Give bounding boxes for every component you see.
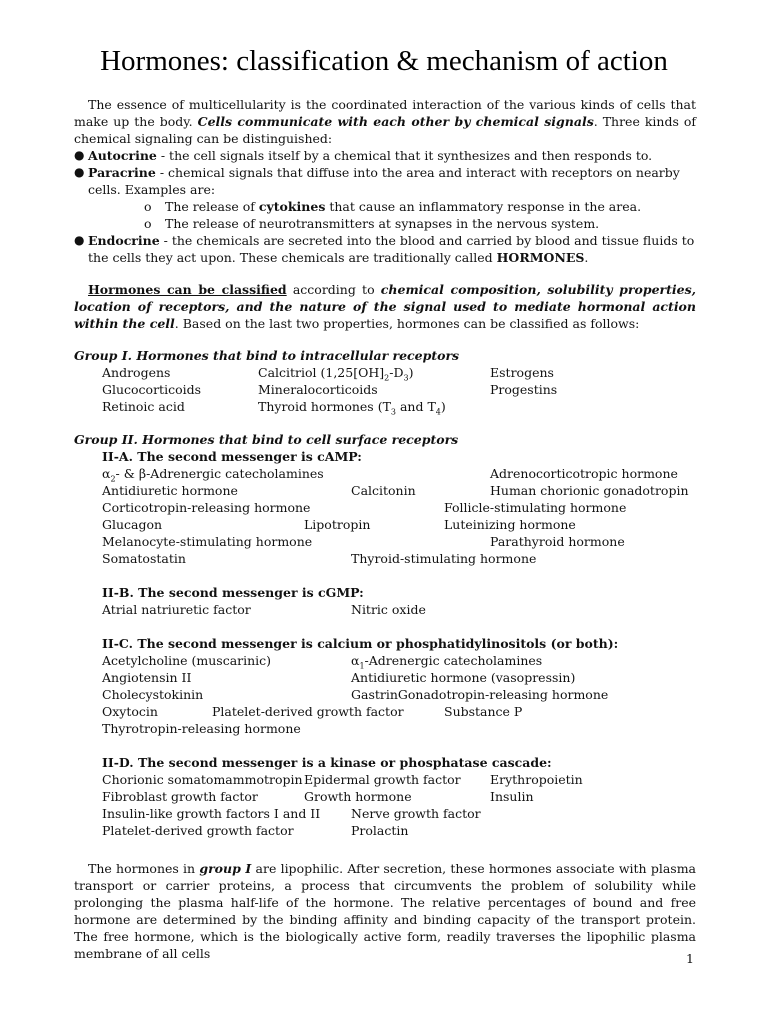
hormone-item: Nerve growth factor <box>351 806 481 821</box>
example-text: that cause an inflammatory response in the area. <box>325 199 642 214</box>
hormones-term: HORMONES <box>496 250 585 265</box>
bullet-autocrine <box>74 147 696 164</box>
hormone-item: Fibroblast growth factor <box>102 789 258 804</box>
hormone-item: Lipotropin <box>304 517 371 532</box>
table-row <box>74 771 696 788</box>
hormone-item: Angiotensin II <box>102 670 192 685</box>
table-row <box>74 398 696 415</box>
table-row <box>74 652 696 669</box>
hormone-item: Calcitriol $(1,25[OH]_2-D_3)$ <box>258 365 414 383</box>
hormone-item: Melanocyte-stimulating hormone <box>102 534 313 549</box>
bullet-endocrine <box>74 232 696 266</box>
hormone-item: Insulin <box>490 789 534 804</box>
hormone-item: Prolactin <box>351 823 409 838</box>
table-row <box>74 805 696 822</box>
endocrine-end: . <box>584 250 589 265</box>
hormone-item: Antidiuretic hormone (vasopressin) <box>351 670 576 685</box>
hormone-item: Nitric oxide <box>351 602 426 617</box>
group1-section <box>74 347 696 415</box>
paracrine-text: - chemical signals that diffuse into the area and interact with receptors on nearby cells. Examples are: <box>88 165 680 197</box>
table-row <box>74 516 696 533</box>
cytokines-term: cytokines <box>258 199 326 214</box>
page-title: Hormones: classification & mechanism of action <box>100 45 668 77</box>
table-row <box>74 533 696 550</box>
table-row <box>74 601 696 618</box>
bullet-icon: ● <box>74 148 85 162</box>
bullet-icon: ● <box>74 233 85 247</box>
hormone-item: Androgens <box>102 365 171 380</box>
hormone-item: Somatostatin <box>102 551 186 566</box>
hormone-item: Estrogens <box>490 365 554 380</box>
hormone-item: Atrial natriuretic factor <box>102 602 251 617</box>
classified-emphasis: chemical composition, solubility properties, location of receptors, and the nature of the signal used to mediate hormonal action within the cell <box>74 282 696 331</box>
classification-paragraph <box>74 281 696 332</box>
hormone-item: Growth hormone <box>304 789 412 804</box>
hormone-item: Oxytocin <box>102 704 158 719</box>
intro-text: The essence of multicellularity is the coordinated interaction of the various kinds of cells that make up the body. <box>74 97 696 129</box>
table-row <box>74 686 696 703</box>
table-row <box>74 822 696 839</box>
sub-bullet-cytokines <box>74 198 696 215</box>
hormone-item: Substance P <box>444 704 523 719</box>
final-paragraph <box>74 860 696 962</box>
table-row <box>74 465 696 482</box>
hormone-item: Parathyroid hormone <box>490 534 625 549</box>
circle-bullet-icon: o <box>144 216 152 231</box>
table-row <box>74 788 696 805</box>
group2c-heading: II-C. The second messenger is calcium or phosphatidylinositols (or both): <box>102 636 619 651</box>
hormone-item: Adrenocorticotropic hormone <box>490 466 678 481</box>
table-row <box>74 550 696 567</box>
hormone-item: Glucocorticoids <box>102 382 202 397</box>
circle-bullet-icon: o <box>144 199 152 214</box>
intro-text-end: . Three kinds of chemical signaling can be distinguished: <box>74 114 696 146</box>
hormone-item: $\alpha_1$-Adrenergic catecholamines <box>351 653 543 671</box>
hormone-item: Human chorionic gonadotropin <box>490 483 689 498</box>
hormone-item: Retinoic acid <box>102 399 185 414</box>
hormone-item: Insulin-like growth factors I and II <box>102 806 321 821</box>
hormone-item: Antidiuretic hormone <box>102 483 238 498</box>
hormone-item: Calcitonin <box>351 483 416 498</box>
intro-section <box>74 96 696 266</box>
classified-text: according to <box>286 282 381 297</box>
example-text: The release of neurotransmitters at synapses in the nervous system. <box>165 216 600 231</box>
endocrine-text: - the chemicals are secreted into the blood and carried by blood and tissue fluids to the cells they act upon. These chemicals are traditionally called <box>88 233 695 265</box>
table-row <box>74 482 696 499</box>
group2a-heading: II-A. The second messenger is cAMP: <box>102 449 362 464</box>
hormone-item: Platelet-derived growth factor <box>102 823 294 838</box>
classified-text-end: . Based on the last two properties, hormones can be classified as follows: <box>174 316 640 331</box>
hormone-item: Follicle-stimulating hormone <box>444 500 627 515</box>
intro-paragraph <box>74 96 696 147</box>
hormone-item: Cholecystokinin <box>102 687 204 702</box>
table-row <box>74 381 696 398</box>
hormone-item: Luteinizing hormone <box>444 517 576 532</box>
endocrine-term: Endocrine <box>88 233 160 248</box>
hormone-item: Glucagon <box>102 517 163 532</box>
final-text: The hormones in <box>88 861 200 876</box>
hormone-item: GastrinGonadotropin-releasing hormone <box>351 687 609 702</box>
group2-heading: Group II. Hormones that bind to cell surface receptors <box>74 432 459 447</box>
hormone-item: $\alpha_2-$ & β-Adrenergic catecholamines <box>102 466 324 484</box>
table-row <box>74 669 696 686</box>
table-row <box>74 720 696 737</box>
final-text-rest: are lipophilic. After secretion, these hormones associate with plasma transport or carrier proteins, a process that circumvents the problem of solubility while prolonging the plasma half-life of the hormone. The relative percentages of bound and free hormone are determined by the binding affinity and binding capacity of the transport protein. The free hormone, which is the biologically active form, readily traverses the lipophilic plasma membrane of all cells <box>74 861 696 961</box>
hormone-item: Thyroid-stimulating hormone <box>351 551 537 566</box>
classified-underline: Hormones can be classified <box>88 282 287 297</box>
classification-section <box>74 281 696 332</box>
hormone-item: Platelet-derived growth factor <box>212 704 404 719</box>
autocrine-text: - the cell signals itself by a chemical that it synthesizes and then responds to. <box>156 148 653 163</box>
hormone-item: Mineralocorticoids <box>258 382 378 397</box>
group2-section <box>74 431 696 839</box>
hormone-item: Chorionic somatomammotropin <box>102 772 303 787</box>
group1-emphasis: group I <box>199 861 252 876</box>
table-row <box>74 499 696 516</box>
table-row <box>74 364 696 381</box>
hormone-item: Progestins <box>490 382 558 397</box>
page-number: 1 <box>686 951 694 966</box>
sub-bullet-neurotransmitters <box>74 215 696 232</box>
hormone-item: Thyrotropin-releasing hormone <box>102 721 301 736</box>
hormone-item: Erythropoietin <box>490 772 583 787</box>
paracrine-term: Paracrine <box>88 165 156 180</box>
example-text: The release of <box>165 199 259 214</box>
bullet-paracrine <box>74 164 696 198</box>
final-section <box>74 860 696 962</box>
group2d-heading: II-D. The second messenger is a kinase or phosphatase cascade: <box>102 755 552 770</box>
hormone-item: Corticotropin-releasing hormone <box>102 500 311 515</box>
hormone-item: Thyroid hormones ($T_3$ and $T_4$) <box>258 399 446 417</box>
intro-emphasis: Cells communicate with each other by chemical signals <box>197 114 594 129</box>
hormone-item: Acetylcholine (muscarinic) <box>102 653 272 668</box>
bullet-icon: ● <box>74 165 85 179</box>
autocrine-term: Autocrine <box>88 148 157 163</box>
hormone-item: Epidermal growth factor <box>304 772 461 787</box>
group1-heading: Group I. Hormones that bind to intracellular receptors <box>74 348 460 363</box>
group2b-heading: II-B. The second messenger is cGMP: <box>102 585 364 600</box>
table-row <box>74 703 696 720</box>
